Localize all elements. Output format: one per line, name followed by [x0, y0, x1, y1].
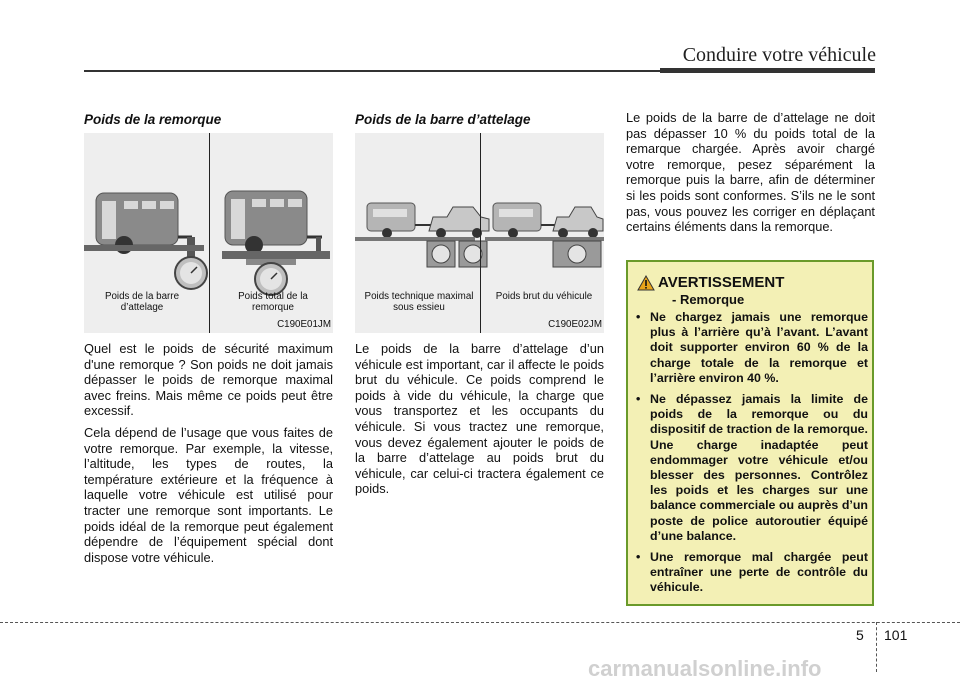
section-title-tongue-weight: Poids de la barre d’attelage	[355, 112, 531, 127]
caption-gross-vehicle-weight: Poids brut du véhicule	[495, 291, 593, 302]
caption-tongue-weight: Poids de la barre d’attelage	[104, 291, 180, 313]
page-number: 101	[884, 627, 908, 643]
warning-list	[636, 310, 868, 602]
warning-box	[626, 260, 874, 606]
footer-dashed-divider	[876, 622, 877, 672]
header-title: Conduire votre véhicule	[682, 44, 876, 66]
figure-tongue-weight	[355, 133, 604, 333]
figure-code: C190E02JM	[548, 319, 602, 330]
warning-item: • Ne dépassez jamais la limite de poids de la remorque ou du dispositif de traction de la remorque. Une charge inadaptée peut endommager votre véhicule et/ou blesser des personnes. Contrôlez les poids et les charges sur une balance commerciale ou auprès d’un poste de police autoroutier équipé d’une balance.	[636, 392, 868, 544]
col1-paragraph-1: Quel est le poids de sécurité maximum d'une remorque ? Son poids ne doit jamais dépasser le poids de remorque maximal avec freins. Mais même ce poids peut être excessif.	[84, 341, 333, 419]
figure-trailer-weight	[84, 133, 333, 333]
chapter-number: 5	[856, 627, 864, 643]
col2-body	[355, 341, 604, 503]
figure-divider	[480, 133, 482, 333]
warning-subtitle: - Remorque	[672, 292, 745, 307]
footer-dashed-rule	[0, 622, 960, 623]
figure-divider	[209, 133, 211, 333]
header-rule-accent	[660, 68, 875, 73]
col3-paragraph: Le poids de la barre de d’attelage ne doit pas dépasser 10 % du poids total de la remarque chargée. Après avoir chargé votre remorque, pesez séparément la remorque puis la barre, afin de déterminer si les poids sont conformes. S’ils ne le sont pas, vous pouvez les corriger en déplaçant certains éléments dans la remorque.	[626, 110, 875, 235]
col1-body	[84, 341, 333, 571]
watermark: carmanualsonline.info	[588, 656, 822, 681]
section-title-trailer-weight: Poids de la remorque	[84, 112, 222, 127]
warning-triangle-icon	[637, 275, 655, 291]
warning-item: • Ne chargez jamais une remorque plus à l’arrière qu’à l’avant. L’avant doit supporter environ 60 % de la charge totale de la remorque et l’arrière environ 40 %.	[636, 310, 868, 386]
warning-title: AVERTISSEMENT	[658, 274, 785, 291]
caption-total-trailer-weight: Poids total de la remorque	[238, 291, 308, 313]
figure-code: C190E01JM	[277, 319, 331, 330]
col1-paragraph-2: Cela dépend de l’usage que vous faites de votre remorque. Par exemple, la vitesse, l’altitude, les types de routes, la température extérieure et la fréquence à laquelle votre véhicule est utilisé pour tracter une remorque sont importants. Le poids idéal de la remorque peut également dépendre de l’équipement spécial dont dispose votre véhicule.	[84, 424, 333, 565]
caption-max-axle-weight: Poids technique maximal sous essieu	[364, 291, 474, 313]
warning-item: • Une remorque mal chargée peut entraîner une perte de contrôle du véhicule.	[636, 550, 868, 596]
col2-paragraph-1: Le poids de la barre d’attelage d’un véhicule est important, car il affecte le poids brut du véhicule. Ce poids comprend le poids à vide du véhicule, la charge que vous transportez et les occupants du véhicule. Si vous tractez une remorque, vous devez également ajouter le poids de la barre d’attelage au poids brut du véhicule, car celui-ci tractera également ce poids.	[355, 341, 604, 497]
col3-body	[626, 110, 875, 241]
